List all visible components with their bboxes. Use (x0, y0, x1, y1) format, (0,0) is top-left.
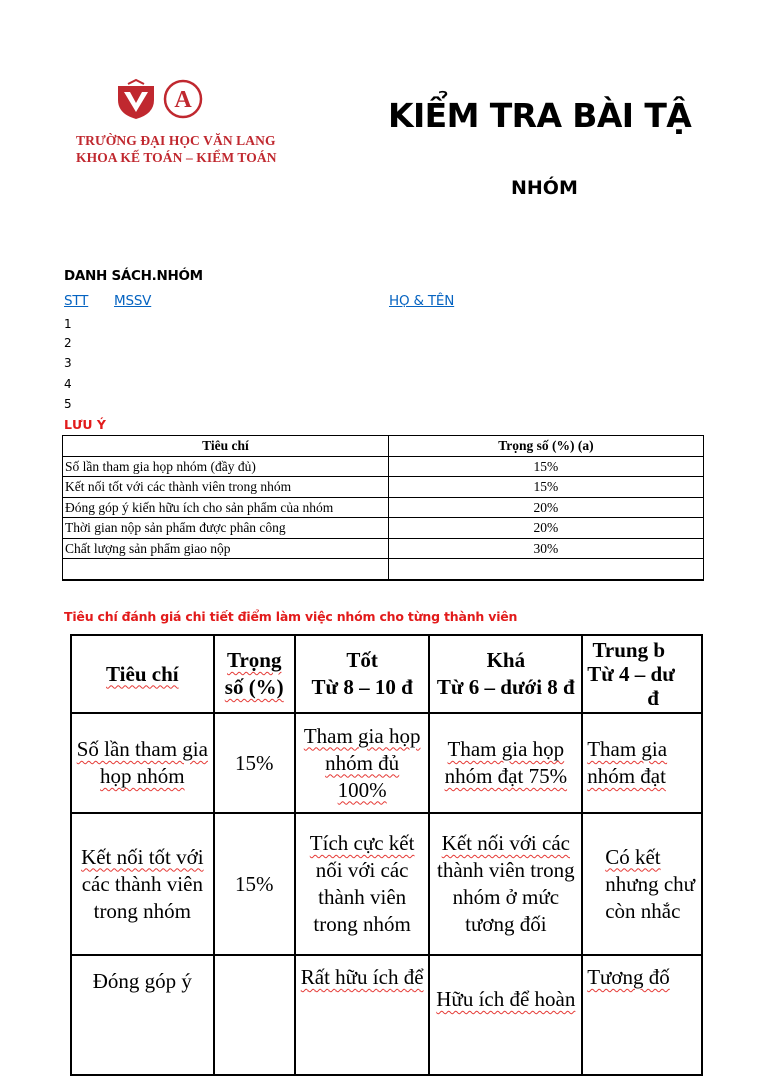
criterion-header: Tiêu chí (63, 436, 389, 457)
blank-row (63, 559, 704, 581)
rubric-average-cell: Tham gia nhóm đạt (582, 713, 702, 813)
weight-header: Trọng số (%) (a) (388, 436, 703, 457)
note-label: LƯU Ý (64, 417, 106, 432)
weight-cell: 20% (388, 497, 703, 518)
weights-table (62, 435, 704, 581)
detail-section-title: Tiêu chí đánh giá chi tiết điểm làm việc nhóm cho từng thành viên (64, 609, 518, 624)
table-row (63, 518, 704, 539)
member-row-number: 4 (64, 377, 72, 391)
table-row (71, 955, 702, 1075)
column-mssv-link[interactable]: MSSV (114, 293, 152, 309)
weights-header-row (63, 436, 704, 457)
rubric-fair-cell: Kết nối với các thành viên trong nhóm ở mức tương đối (429, 813, 582, 955)
rubric-header-row (71, 635, 702, 713)
weight-cell: 30% (388, 538, 703, 559)
rubric-good-cell: Tham gia họp nhóm đủ 100% (295, 713, 430, 813)
member-row-number: 2 (64, 336, 72, 350)
rubric-average-cell: Có kết nhưng chư còn nhắc (582, 813, 702, 955)
weight-cell: 15% (388, 477, 703, 498)
rubric-criterion-cell: Đóng góp ý (71, 955, 214, 1075)
rubric-weight-cell: 15% (214, 813, 295, 955)
column-fullname-link[interactable]: HỌ & TÊN (389, 293, 455, 309)
criterion-cell: Thời gian nộp sản phẩm được phân công (63, 518, 389, 539)
rubric-weight-header: Trọng số (%) (214, 635, 295, 713)
column-stt-link[interactable]: STT (64, 293, 89, 309)
table-row (63, 497, 704, 518)
rubric-table (70, 634, 703, 1076)
criterion-cell: Chất lượng sản phẩm giao nộp (63, 538, 389, 559)
rubric-criterion-cell: Kết nối tốt với các thành viên trong nhóm (71, 813, 214, 955)
criterion-cell: Đóng góp ý kiến hữu ích cho sản phẩm của nhóm (63, 497, 389, 518)
table-row (63, 456, 704, 477)
weight-cell: 20% (388, 518, 703, 539)
rubric-good-cell: Tích cực kết nối với các thành viên trong nhóm (295, 813, 430, 955)
rubric-weight-cell (214, 955, 295, 1075)
member-row-number: 1 (64, 317, 72, 331)
table-row (71, 713, 702, 813)
empty-cell (63, 559, 389, 581)
member-list-title: DANH SÁCH.NHÓM (64, 268, 203, 284)
school-name: TRƯỜNG ĐẠI HỌC VĂN LANG (76, 133, 276, 148)
table-row (71, 813, 702, 955)
criterion-cell: Kết nối tốt với các thành viên trong nhóm (63, 477, 389, 498)
rubric-good-cell: Rất hữu ích để (295, 955, 430, 1075)
rubric-fair-cell: Hữu ích để hoàn (429, 955, 582, 1075)
member-row-number: 5 (64, 397, 72, 411)
rubric-criterion-cell: Số lần tham gia họp nhóm (71, 713, 214, 813)
faculty-name: KHOA KẾ TOÁN – KIỂM TOÁN (76, 150, 277, 165)
rubric-average-cell: Tương đố (582, 955, 702, 1075)
seal-letter: A (174, 87, 192, 113)
empty-cell (388, 559, 703, 581)
faculty-seal-icon (163, 79, 203, 119)
criterion-cell: Số lần tham gia họp nhóm (đầy đủ) (63, 456, 389, 477)
table-row (63, 477, 704, 498)
rubric-fair-header: Khá Từ 6 – dưới 8 đ (429, 635, 582, 713)
rubric-weight-cell: 15% (214, 713, 295, 813)
weight-cell: 15% (388, 456, 703, 477)
rubric-good-header: Tốt Từ 8 – 10 đ (295, 635, 430, 713)
rubric-fair-cell: Tham gia họp nhóm đạt 75% (429, 713, 582, 813)
member-row-number: 3 (64, 356, 72, 370)
document-title: KIỂM TRA BÀI TẬ (388, 96, 692, 135)
van-lang-shield-icon (114, 80, 158, 120)
group-label: NHÓM (511, 177, 578, 199)
rubric-criterion-header: Tiêu chí (71, 635, 214, 713)
table-row (63, 538, 704, 559)
rubric-average-header: Trung b Từ 4 – dư đ (582, 635, 702, 713)
